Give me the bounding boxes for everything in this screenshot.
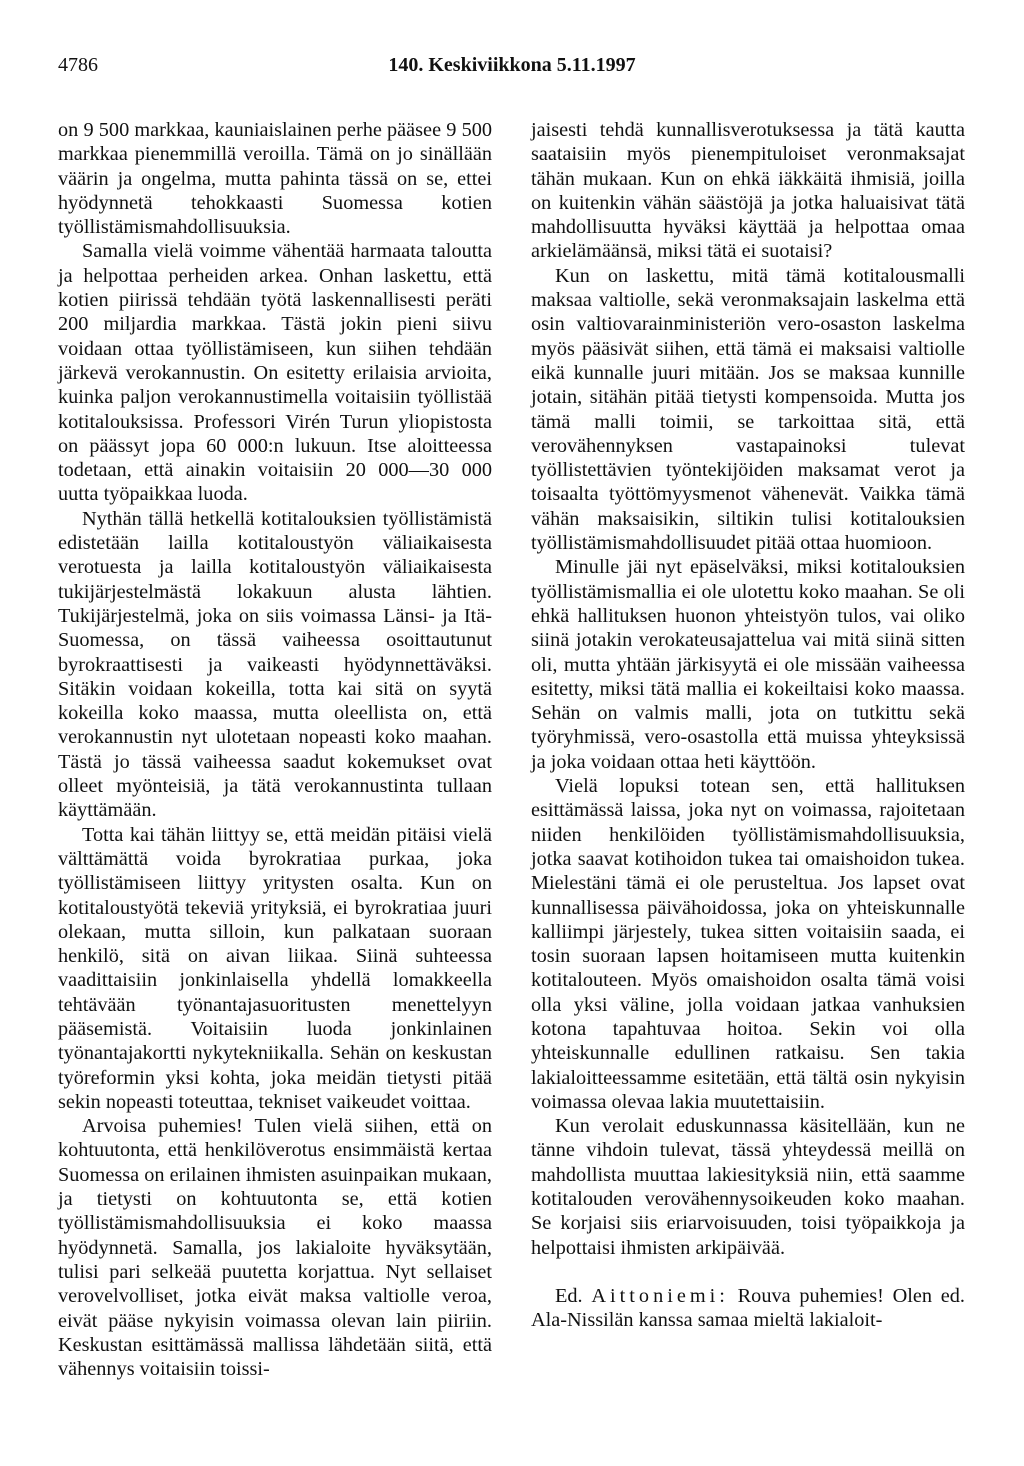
speaker-paragraph — [531, 1284, 965, 1333]
right-column — [531, 118, 965, 1333]
paragraph: Arvoisa puhemies! Tulen vielä siihen, että on kohtuutonta, että henkilöverotus ensimmäistä kertaa Suomessa on erilainen ihmisten asuinpaikan mukaan, ja tietysti on kohtuutonta se, että kotien työllistämismahdollisuuksia ei koko maassa hyödynnetä. Samalla, jos lakialoite hyväksytään, tulisi pari selkeää puutetta korjattua. Nyt sellaiset verovelvolliset, jotka eivät maksa valtiolle veroa, eivät pääse nykyisin voimassa olevan lain piiriin. Keskustan esittämässä mallissa lähdetään siitä, että vähennys voitaisiin toissi- — [58, 1115, 492, 1381]
paragraph: Minulle jäi nyt epäselväksi, miksi kotitalouksien työllistämismallia ei ole ulotettu koko maahan. Se oli ehkä hallituksen huonon yhteistyön tulos, vai oliko siinä jotakin verokateusajattelua vai mitä siinä sitten oli, mutta yhtään järkisyytä ei ole missään vaiheessa esitetty, miksi tätä mallia ei kokeiltaisi koko maassa. Sehän on valmis malli, jota on tutkittu sekä työryhmissä, vero-osastolla että muissa yhteyksissä ja joka voidaan ottaa heti käyttöön. — [531, 556, 965, 773]
paragraph: on 9 500 markkaa, kauniaislainen perhe pääsee 9 500 markkaa pienemmillä veroilla. Tämä on jo sinällään väärin ja ongelma, mutta pahinta tässä on se, ettei hyödynnetä tehokkaasti Suomessa kotien työllistämismahdollisuuksia. — [58, 119, 492, 239]
page-header — [58, 50, 966, 80]
speaker-text: Rouva puhemies! Olen ed. Ala-Nissilän kanssa samaa mieltä lakialoit- — [531, 1284, 965, 1332]
paragraph: Kun on laskettu, mitä tämä kotitalousmalli maksaa valtiolle, sekä veronmaksajain laskelma että osin valtiovarainministeriön vero-osaston laskelma myös pääsivät siihen, että tämä ei maksaisi valtiolle eikä kunnalle juuri mitään. Jos se maksaa kunnille jotain, sitähän pitää tietysti kompensoida. Mutta jos tämä malli toimii, se tarkoittaa sitä, että verovähennyksen vastapainoksi tulevat työllistettävien työntekijöiden maksamat verot ja toisaalta työttömyysmenot vähenevät. Vaikka tämä vähän maksaisikin, siltikin tulisi kotitalouksien työllistämismahdollisuudet pitää ottaa huomioon. — [531, 264, 965, 555]
paragraph: Vielä lopuksi totean sen, että hallituksen esittämässä laissa, joka nyt on voimassa, rajoitetaan niiden henkilöiden työllistämismahdollisuuksia, jotka saavat kotihoidon tukea tai omaishoidon tukea. Mielestäni tämä ei ole perusteltua. Jos lapset ovat kunnallisessa päivähoidossa, joka on yhteiskunnalle kalliimpi järjestely, tukea sitten voitaisiin saada, ei tosin suoraan lapsen hoitamiseen mutta kuitenkin kotitalouteen. Myös omaishoidon osalta tämä voisi olla yksi väline, jolla voidaan jatkaa vanhuksien kotona tapahtuvaa hoitoa. Sekin voi olla yhteiskunnalle edullinen ratkaisu. Sen takia lakialoitteessamme esitetään, että tältä osin nykyisin voimassa olevaa lakia muutettaisiin. — [531, 775, 965, 1113]
paragraph: jaisesti tehdä kunnallisverotuksessa ja tätä kautta saataisiin myös pienempituloiset veronmaksajat tähän mukaan. Kun on ehkä iäkkäitä ihmisiä, joilla on kuitenkin vähän säästöjä ja jotka haluaisivat tätä mahdollisuutta hyväksi käyttää ja helpottaa omaa arkielämäänsä, miksi tätä ei suotaisi? — [531, 119, 965, 263]
paragraph: Kun verolait eduskunnassa käsitellään, kun ne tänne vihdoin tulevat, tässä yhteydessä meillä on mahdollista muuttaa lakiesityksiä niin, että saamme kotitalouden verovähennysoikeuden koko maahan. Se korjaisi siis eriarvoisuuden, toisi työpaikkoja ja helpottaisi ihmisten arkipäivää. — [531, 1115, 965, 1259]
paragraph: Nythän tällä hetkellä kotitalouksien työllistämistä edistetään lailla kotitaloustyön väliaikaisesta verotuesta ja lailla kotitaloustyön väliaikaisesta tukijärjestelmästä lokakuun alusta lähtien. Tukijärjestelmä, joka on siis voimassa Länsi- ja Itä-Suomessa, on tässä vaiheessa osoittautunut byrokraattisesti ja vaikeasti hyödynnettäväksi. Sitäkin voidaan kokeilla, totta kai sitä on syytä kokeilla koko maassa, mutta oleellista on, että verokannustin nyt ulotetaan nopeasti koko maahan. Tästä jo tässä vaiheessa saadut kokemukset ovat olleet myönteisiä, ja tätä verokannustinta tullaan käyttämään. — [58, 507, 492, 822]
speaker-name: Aittoniemi: — [591, 1284, 729, 1307]
page-number: 4786 — [58, 54, 98, 76]
paragraph: Totta kai tähän liittyy se, että meidän pitäisi vielä välttämättä voida byrokratiaa purkaa, joka työllistämiseen liittyy yritysten osalta. Kun on kotitaloustyötä tekeviä yrityksiä, ei byrokratiaa juuri olekaan, mutta silloin, kun palkataan suoraan henkilö, sitä on aivan liikaa. Siinä suhteessa vaadittaisiin jonkinlaisella yhdellä lomakkeella tehtävään työnantajasuoritusten menettelyyn pääsemistä. Voitaisiin luoda jonkinlainen työnantajakortti nykytekniikalla. Sehän on keskustan työreformin yksi kohta, joka meidän tietysti pitää sekin nopeasti toteuttaa, tekniset vaikeudet voittaa. — [58, 823, 492, 1113]
paragraph: Samalla vielä voimme vähentää harmaata taloutta ja helpottaa perheiden arkea. Onhan laskettu, että kotien piirissä tehdään työtä laskennallisesti peräti 200 miljardia markkaa. Tästä jokin pieni siivu voidaan ottaa työllistämiseen, kun siihen tehdään järkevä verokannustin. On esitetty erilaisia arvioita, kuinka paljon verokannustimella voitaisiin työllistää kotitalouksissa. Professori Virén Turun yliopistosta on päässyt jopa 60 000:n lukuun. Itse aloitteessa todetaan, että ainakin voitaisiin 20 000—30 000 uutta työpaikkaa luoda. — [58, 240, 492, 506]
running-head: 140. Keskiviikkona 5.11.1997 — [388, 54, 636, 76]
speaker-prefix: Ed. — [555, 1284, 583, 1307]
left-column — [58, 118, 492, 1381]
